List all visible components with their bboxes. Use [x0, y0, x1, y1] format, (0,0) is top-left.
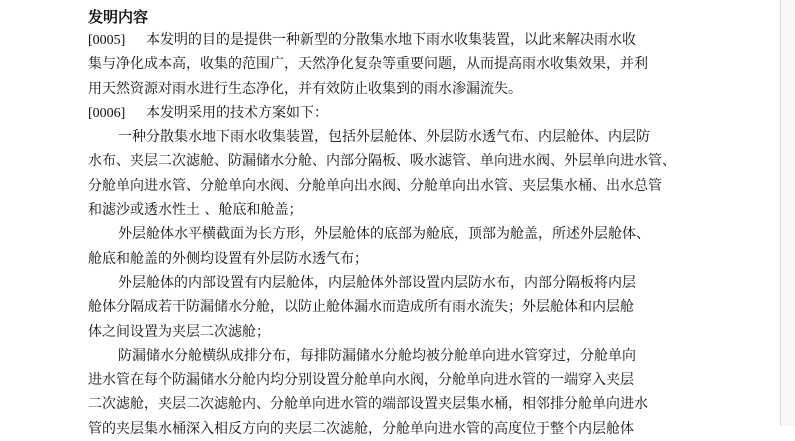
line-text: 一种分散集水地下雨水收集装置，包括外层舱体、外层防水透气布、内层舱体、内层防 — [118, 129, 650, 146]
line-text: 本发明的目的是提供一种新型的分散集水地下雨水收集装置，以此来解决雨水收 — [146, 32, 636, 48]
paragraph-line — [88, 222, 688, 246]
document-body — [88, 6, 688, 441]
paragraph-line: 二次滤舱，夹层二次滤舱内、分舱单向进水管的端部设置夹层集水桶，相邻排分舱单向进水 — [88, 396, 648, 413]
paragraph-line: 舱底和舱盖的外侧均设置有外层防水透气布； — [88, 250, 368, 267]
paragraph-number: [0006] — [88, 105, 126, 121]
paragraph-line: 分舱单向进水管、分舱单向水阀、分舱单向出水阀、分舱单向出水管、夹层集水桶、出水总管 — [88, 177, 662, 194]
paragraph-line: 舱体分隔成若干防漏储水分舱，以防止舱体漏水而造成所有雨水流失；外层舱体和内层舱 — [88, 299, 634, 316]
paragraph-line: 水布、夹层二次滤舱、防漏储水分舱、内部分隔板、吸水滤管、单向进水阀、外层单向进水管、 — [88, 153, 676, 170]
line-text: 外层舱体的内部设置有内层舱体，内层舱体外部设置内层防水布，内部分隔板将内层 — [118, 274, 636, 291]
paragraph-components — [88, 125, 688, 222]
paragraph-line — [88, 101, 688, 125]
paragraph-number: [0005] — [88, 33, 126, 48]
paragraph-outer-cabin — [88, 222, 688, 271]
line-text: 本发明采用的技术方案如下： — [146, 104, 328, 121]
paragraph-line: 管的夹层集水桶深入相反方向的夹层二次滤舱，分舱单向进水管的高度位于整个内层舱体 — [88, 420, 634, 437]
paragraph-line — [88, 125, 688, 149]
paragraph-0005 — [88, 28, 688, 101]
paragraph-line — [88, 344, 688, 368]
section-heading: 发明内容 — [88, 8, 149, 26]
page-edge — [780, 0, 795, 426]
paragraph-line — [88, 28, 688, 52]
line-text: 防漏储水分舱横纵成排分布，每排防漏储水分舱均被分舱单向进水管穿过，分舱单向 — [118, 347, 636, 364]
paragraph-line — [88, 271, 688, 295]
paragraph-inner-cabin — [88, 271, 688, 344]
paragraph-line: 集与净化成本高，收集的范围广，天然净化复杂等重要问题，从而提高雨水收集效果，并利 — [88, 56, 648, 73]
paragraph-line: 体之间设置为夹层二次滤舱； — [88, 323, 270, 340]
paragraph-line: 和滤沙或透水性土 、舱底和舱盖； — [88, 202, 303, 219]
line-text: 外层舱体水平横截面为长方形，外层舱体的底部为舱底，顶部为舱盖，所述外层舱体、 — [118, 226, 650, 243]
paragraph-line: 进水管在每个防漏储水分舱内均分别设置分舱单向水阀，分舱单向进水管的一端穿入夹层 — [88, 372, 634, 389]
paragraph-0006 — [88, 101, 688, 125]
paragraph-storage-compartments — [88, 344, 688, 441]
paragraph-line: 用天然资源对雨水进行生态净化，并有效防止收集到的雨水渗漏流失。 — [88, 80, 522, 97]
